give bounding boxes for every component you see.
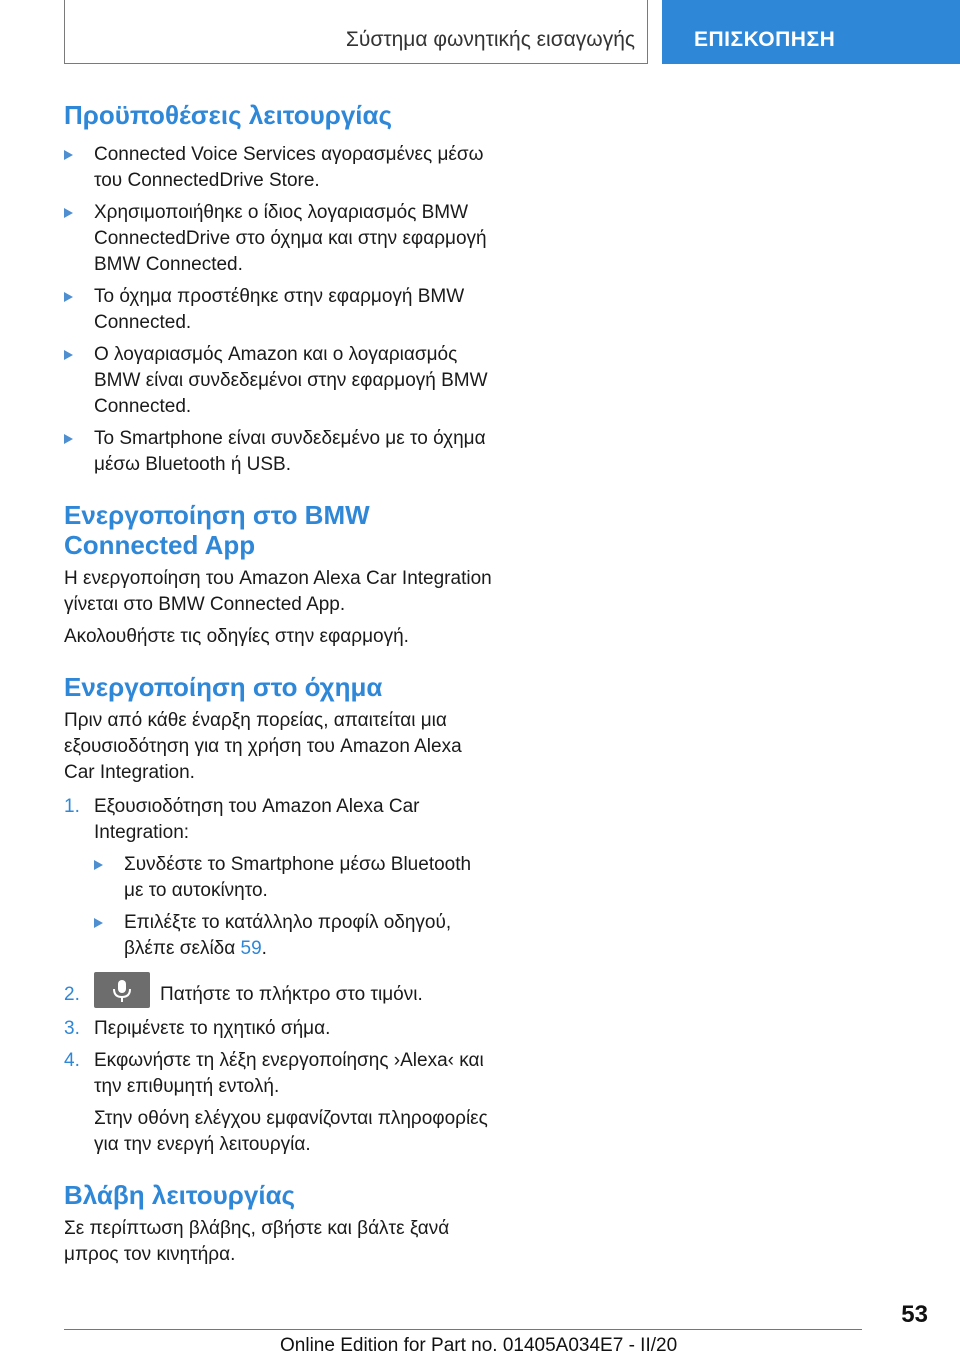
bullet-triangle-icon [64,292,73,302]
step-item [64,794,494,846]
footer-edition-text: Online Edition for Part no. 01405A034E7 - II/20 [280,1335,678,1356]
voice-button-image [94,972,150,1008]
requirement-item: Ο λογαριασμός Amazon και ο λογαριασμός BMW είναι συνδεδεμένοι στην εφαρμογή BMW Connected. [64,342,494,420]
header-section-box [64,0,648,64]
footer-edition [280,1335,677,1357]
step-text: Εκφωνήστε τη λέξη ενεργοποίησης ›Alexa‹ και την επιθυμητή εντολή. [94,1050,484,1098]
heading-malfunction: Βλάβη λειτουργίας [64,1180,296,1211]
step-item [64,1016,494,1042]
heading-requirements: Προϋποθέσεις λειτουργίας [64,100,393,130]
microphone-icon [94,972,150,1008]
header-chapter-label: ΕΠΙΣΚΟΠΗΣΗ [694,28,836,51]
step-text: Περιμένετε το ηχητικό σήμα. [94,1018,331,1040]
requirement-item: Connected Voice Services αγορασμένες μέσω του ConnectedDrive Store. [64,142,494,194]
step-number: 2. [64,984,80,1005]
substep-list [64,852,494,962]
requirement-item: Το Smartphone είναι συνδεδεμένο με το όχημα μέσω Bluetooth ή USB. [64,426,494,478]
bullet-triangle-icon [94,918,103,928]
requirement-item: Το όχημα προστέθηκε στην εφαρμογή BMW Connected. [64,284,494,336]
requirement-item: Χρησιμοποιήθηκε ο ίδιος λογαριασμός BMW ConnectedDrive στο όχημα και στην εφαρμογή BMW Connected. [64,200,494,278]
bullet-triangle-icon [64,350,73,360]
activation-app-instruction: Ακολουθήστε τις οδηγίες στην εφαρμογή. [64,626,409,647]
malfunction-text: Σε περίπτωση βλάβης, σβήστε και βάλτε ξανά μπρος τον κινητήρα. [64,1218,450,1266]
bullet-triangle-icon [94,860,103,870]
step-text: Εξουσιοδότηση του Amazon Alexa Car Integration: [94,796,420,843]
page-number: 53 [901,1301,928,1328]
bullet-triangle-icon [64,150,73,160]
heading-activation-vehicle: Ενεργοποίηση στο όχημα [64,672,383,702]
substep-item: Επιλέξτε το κατάλληλο προφίλ οδηγού, βλέπε σελίδα 59. [94,910,494,962]
main-column [64,100,494,1268]
substep-item: Συνδέστε το Smartphone μέσω Bluetooth με το αυτοκίνητο. [94,852,494,904]
heading-activation-app: Ενεργοποίηση στο BMW Connected App [64,500,370,560]
step-number: 1. [64,796,80,817]
header-chapter-tab [662,0,960,64]
footer-divider [64,1329,862,1330]
activation-vehicle-intro: Πριν από κάθε έναρξη πορείας, απαιτείται μια εξουσιοδότηση για τη χρήση του Amazon Alexa Car Integration. [64,710,462,783]
step-number: 3. [64,1018,80,1040]
step-note: Στην οθόνη ελέγχου εμφανίζονται πληροφορίες για την ενεργή λειτουργία. [94,1108,488,1156]
step-item [64,1048,494,1100]
step-number: 4. [64,1050,80,1072]
header-section-title: Σύστημα φωνητικής εισαγωγής [345,28,635,51]
step-item [64,982,494,1008]
step-text: Πατήστε το πλήκτρο στο τιμόνι. [160,984,423,1006]
activation-app-text: Η ενεργοποίηση του Amazon Alexa Car Integration γίνεται στο BMW Connected App. [64,568,492,615]
bullet-triangle-icon [64,434,73,444]
bullet-triangle-icon [64,208,73,218]
page-reference-link[interactable]: 59 [240,938,262,959]
